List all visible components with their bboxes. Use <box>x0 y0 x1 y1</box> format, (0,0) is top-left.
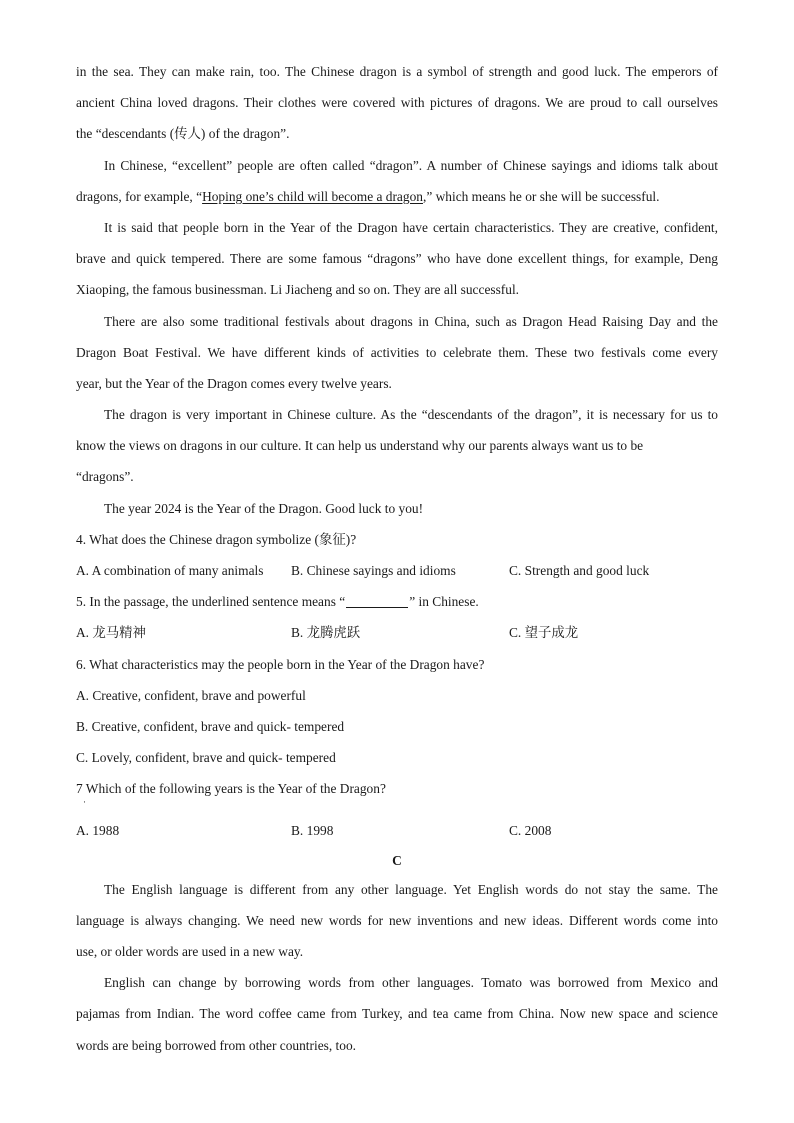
options-row <box>76 815 718 846</box>
text-line: the “descendants (传人) of the dragon”. <box>76 126 290 142</box>
option-a[interactable]: A. Creative, confident, brave and powerful <box>76 687 306 703</box>
question-text <box>76 586 718 617</box>
text-line: words are being borrowed from other countries, too. <box>76 1037 357 1053</box>
option-c[interactable]: C. Lovely, confident, brave and quick- tempered <box>76 750 336 766</box>
option-c[interactable]: C. Strength and good luck <box>509 563 650 578</box>
option-a[interactable]: A. 1988 <box>76 822 120 838</box>
text-span: 5. In the passage, the underlined sentence means “ <box>76 594 346 610</box>
text-line: know the views on dragons in our culture. It can help us understand why our parents always want us to be <box>76 438 644 454</box>
answer-blank[interactable] <box>346 593 408 608</box>
text-span: dragons, for example, “ <box>76 188 203 204</box>
section-heading-c: C <box>392 852 402 868</box>
question-7 <box>76 773 718 845</box>
question-5 <box>76 586 718 648</box>
text-line: ancient China loved dragons. Their clothes were covered with pictures of dragons. We are proud to call ourselves <box>76 95 718 111</box>
paragraph-festivals <box>76 306 718 400</box>
option-b[interactable]: B. Creative, confident, brave and quick- tempered <box>76 718 345 734</box>
option-b[interactable]: B. 1998 <box>291 822 334 838</box>
option-b[interactable]: B. Chinese sayings and idioms <box>291 563 456 578</box>
document-page <box>76 56 718 1061</box>
paragraph-borrowing-words <box>76 967 718 1061</box>
option-a[interactable]: A. 龙马精神 <box>76 625 146 641</box>
text-line: Xiaoping, the famous businessman. Li Jiacheng and so on. They are all successful. <box>76 282 520 298</box>
paragraph-culture <box>76 399 718 493</box>
question-6 <box>76 649 718 774</box>
question-text: 4. What does the Chinese dragon symbolize (象征)? <box>76 531 357 547</box>
text-line: in the sea. They can make rain, too. The Chinese dragon is a symbol of strength and good luck. The emperors of <box>76 64 718 79</box>
text-line: In Chinese, “excellent” people are often called “dragon”. A number of Chinese sayings and idioms talk about <box>104 157 718 173</box>
text-line: The dragon is very important in Chinese culture. As the “descendants of the dragon”, it is necessary for us to <box>104 407 718 423</box>
option-a[interactable]: A. A combination of many animals <box>76 563 264 578</box>
question-4 <box>76 524 718 586</box>
text-line: There are also some traditional festivals about dragons in China, such as Dragon Head Raising Day and the <box>104 313 718 329</box>
text-span: ,” which means he or she will be successful. <box>422 188 660 204</box>
text-line: English can change by borrowing words from other languages. Tomato was borrowed from Mexico and <box>104 975 718 991</box>
question-text <box>76 773 718 808</box>
text-span: ” in Chinese. <box>409 594 479 610</box>
options-row <box>76 617 718 648</box>
text-line: pajamas from Indian. The word coffee came from Turkey, and tea came from China. Now new space and science <box>76 1006 718 1022</box>
text-line: brave and quick tempered. There are some famous “dragons” who have done excellent things, for example, Deng <box>76 251 718 267</box>
text-line: Dragon Boat Festival. We have different kinds of activities to celebrate them. These two festivals come every <box>76 344 718 360</box>
question-text: 6. What characteristics may the people born in the Year of the Dragon have? <box>76 656 485 672</box>
option-c[interactable]: C. 望子成龙 <box>509 625 579 641</box>
text-line: The English language is different from any other language. Yet English words do not stay the same. The <box>104 881 718 897</box>
paragraph-dragon-symbol <box>76 56 718 150</box>
paragraph-english-changing <box>76 874 718 968</box>
text-span: 7 Which of the following years is the Year of the Dragon? <box>76 781 386 797</box>
text-line: use, or older words are used in a new way. <box>76 944 304 960</box>
paragraph-characteristics <box>76 212 718 306</box>
paragraph-excellent-people <box>76 150 718 212</box>
stray-dot: · <box>83 797 86 808</box>
option-b[interactable]: B. 龙腾虎跃 <box>291 625 361 641</box>
text-line: year, but the Year of the Dragon comes every twelve years. <box>76 375 392 391</box>
text-line: “dragons”. <box>76 469 134 485</box>
text-line <box>76 181 718 212</box>
text-line: It is said that people born in the Year of the Dragon have certain characteristics. They are creative, confident, <box>104 219 718 235</box>
option-c[interactable]: C. 2008 <box>509 822 552 838</box>
paragraph-good-luck: The year 2024 is the Year of the Dragon. Good luck to you! <box>104 500 424 516</box>
text-line: language is always changing. We need new words for new inventions and new ideas. Different words come into <box>76 912 718 928</box>
underlined-sentence: Hoping one’s child will become a dragon <box>202 188 423 204</box>
options-row <box>76 555 718 586</box>
